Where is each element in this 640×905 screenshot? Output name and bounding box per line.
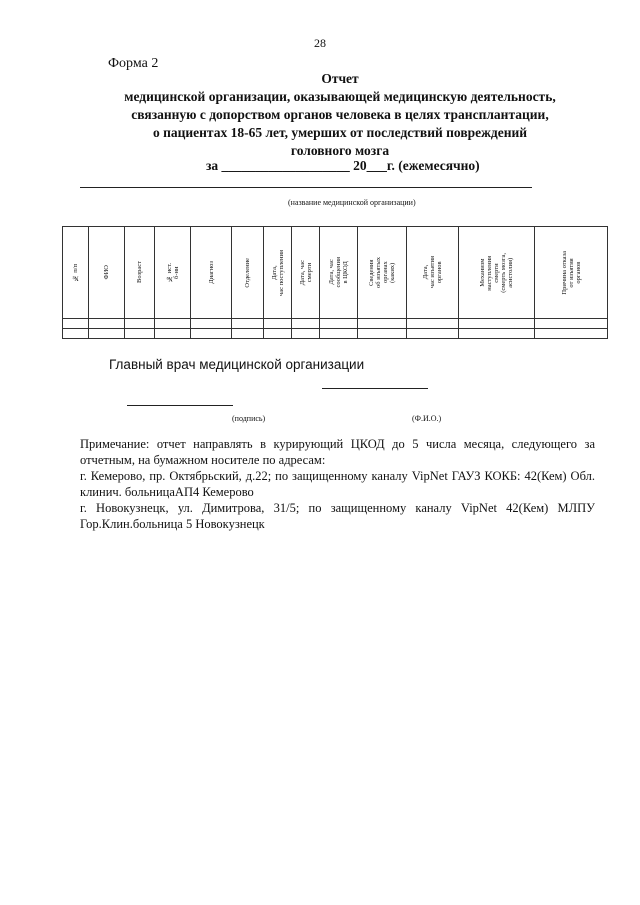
col-header-extraction-time: Дата, час изъятия органов (407, 227, 459, 319)
col-header-department: Отделение (232, 227, 264, 319)
col-header-age: Возраст (125, 227, 155, 319)
table-cell[interactable] (63, 329, 89, 339)
table-row (63, 329, 608, 339)
table-cell[interactable] (191, 319, 232, 329)
col-header-number: № п/п (63, 227, 89, 319)
col-header-death-time: Дата, час смерти (292, 227, 320, 319)
note-block (80, 436, 595, 532)
table-cell[interactable] (292, 329, 320, 339)
col-header-admission-time: Дата, час поступления (264, 227, 292, 319)
table-cell[interactable] (232, 329, 264, 339)
table-cell[interactable] (320, 319, 358, 329)
form-label: Форма 2 (108, 56, 159, 71)
table-cell[interactable] (191, 329, 232, 339)
table-row (63, 319, 608, 329)
table-cell[interactable] (155, 319, 191, 329)
report-table (62, 226, 608, 339)
table-cell[interactable] (264, 319, 292, 329)
col-header-report-time: Дата, час сообщения в ЦКОД (320, 227, 358, 319)
table-cell[interactable] (232, 319, 264, 329)
name-caption: (Ф.И.О.) (412, 414, 442, 423)
signature-caption: (подпись) (232, 414, 266, 423)
col-header-organs-info: Сведения об изъятых органах (каких) (358, 227, 407, 319)
table-cell[interactable] (407, 319, 459, 329)
table-cell[interactable] (155, 329, 191, 339)
name-line (322, 388, 428, 389)
signature-line (127, 405, 233, 406)
report-subtitle-line-4: головного мозга (290, 143, 390, 158)
table-header-row (63, 227, 608, 319)
table-cell[interactable] (264, 329, 292, 339)
report-title: Отчет (321, 71, 359, 86)
signature-title: Главный врач медицинской организации (109, 357, 365, 372)
col-header-case-number: № ист. б-ни (155, 227, 191, 319)
note-address-novokuznetsk: г. Новокузнецк, ул. Димитрова, 31/5; по защищенному каналу VipNet 42(Кем) МЛПУ Гор.Клин.больница 5 Новокузнецк (80, 501, 595, 531)
col-header-diagnosis: Диагноз (191, 227, 232, 319)
report-subtitle-line-2: связанную с допорством органов человека в целях трансплантации, (131, 107, 549, 122)
col-header-name: ФИО (89, 227, 125, 319)
table-cell[interactable] (89, 329, 125, 339)
org-name-line (80, 187, 532, 188)
table-cell[interactable] (459, 319, 535, 329)
table-cell[interactable] (320, 329, 358, 339)
note-address-kemerovo: г. Кемерово, пр. Октябрьский, д.22; по защищенному каналу VipNet ГАУЗ КОКБ: 42(Кем) Обл. клинич. больницаАП4 Кемерово (80, 469, 595, 499)
report-subtitle-line-3: о пациентах 18-65 лет, умерших от последствий повреждений (152, 125, 528, 140)
col-header-death-mechanism: Механизм наступления смерти (смерть мозга, асистолия) (459, 227, 535, 319)
table-cell[interactable] (89, 319, 125, 329)
table-cell[interactable] (292, 319, 320, 329)
table-cell[interactable] (358, 329, 407, 339)
table-cell[interactable] (63, 319, 89, 329)
org-name-caption: (название медицинской организации) (288, 198, 416, 207)
table-cell[interactable] (459, 329, 535, 339)
table-cell[interactable] (407, 329, 459, 339)
table-cell[interactable] (125, 319, 155, 329)
note-paragraph: Примечание: отчет направлять в курирующий ЦКОД до 5 числа месяца, следующего за отчетным, на бумажном носителе по адресам: (80, 437, 595, 467)
report-period: за ___________________ 20___г. (ежемесячно) (206, 158, 480, 173)
page-number: 28 (314, 36, 326, 50)
table-cell[interactable] (125, 329, 155, 339)
table-cell[interactable] (535, 319, 608, 329)
table-cell[interactable] (358, 319, 407, 329)
col-header-refusal-reason: Причина отказа от изъятия органов (535, 227, 608, 319)
report-subtitle-line-1: медицинской организации, оказывающей медицинскую деятельность, (124, 89, 556, 104)
table-cell[interactable] (535, 329, 608, 339)
